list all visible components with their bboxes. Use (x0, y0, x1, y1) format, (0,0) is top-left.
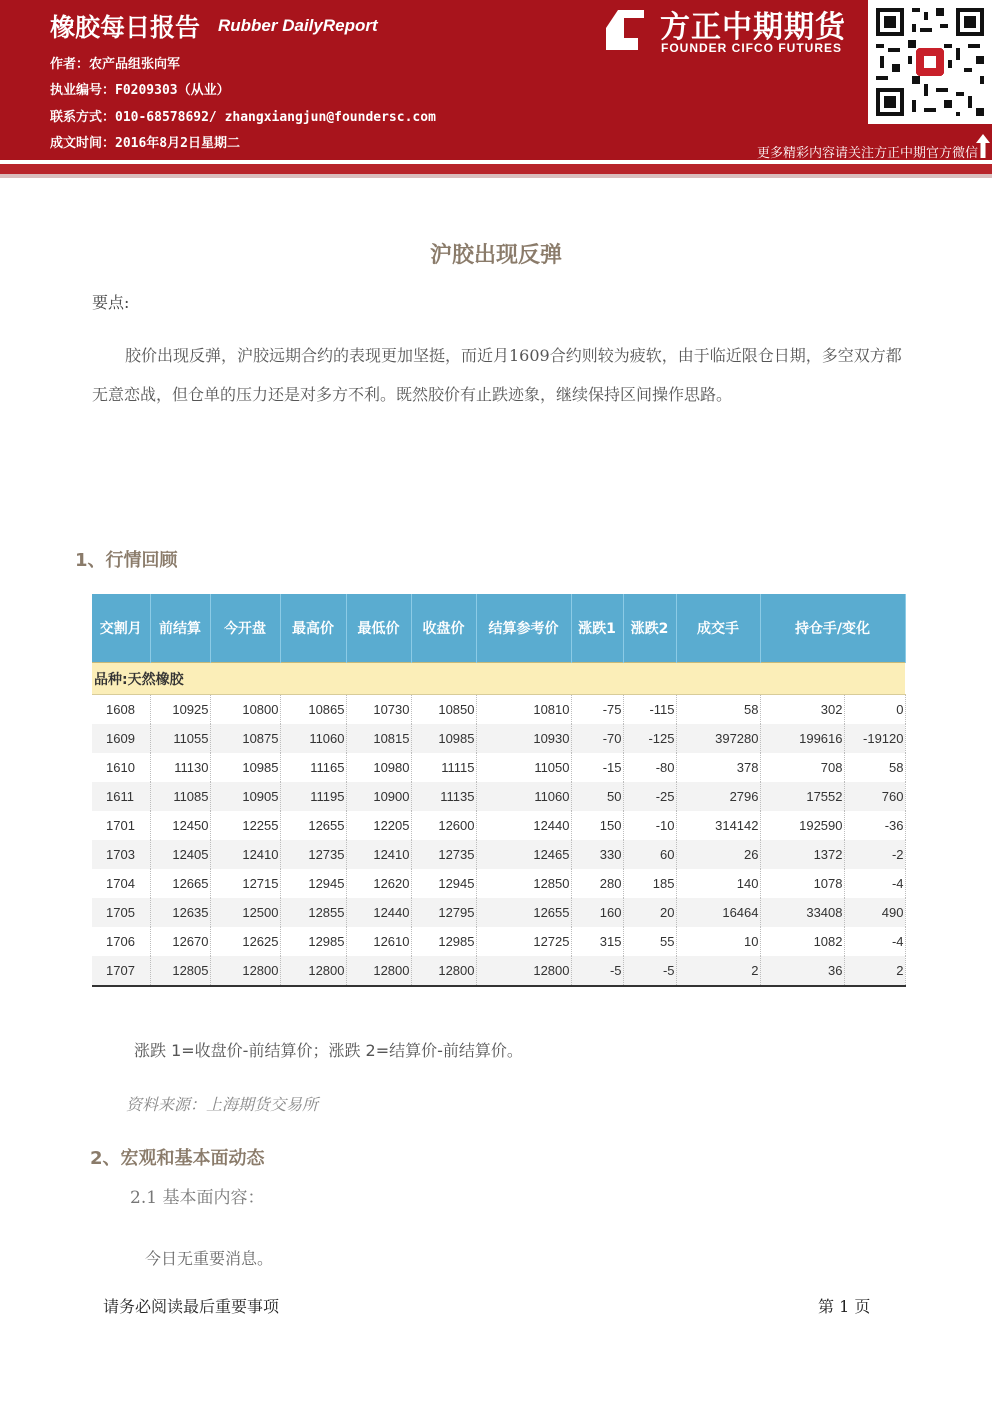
table-row (92, 782, 905, 811)
table-cell: -80 (623, 753, 676, 782)
table-cell: 199616 (760, 724, 844, 753)
table-cell: -10 (623, 811, 676, 840)
table-cell: 1703 (92, 840, 150, 869)
table-cell: 1707 (92, 956, 150, 986)
table-cell: 10905 (210, 782, 280, 811)
column-header: 最高价 (280, 594, 346, 663)
table-cell: 1078 (760, 869, 844, 898)
section-heading-macro: 2、宏观和基本面动态 (90, 1148, 265, 1169)
section-heading-market-review: 1、行情回顾 (75, 550, 178, 571)
column-header: 结算参考价 (476, 594, 571, 663)
table-cell: 12440 (346, 898, 411, 927)
fundamentals-content: 今日无重要消息。 (145, 1249, 274, 1268)
table-row (92, 869, 905, 898)
table-cell: 12450 (150, 811, 210, 840)
variety-label: 品种:天然橡胶 (92, 663, 905, 695)
table-cell: 12405 (150, 840, 210, 869)
table-cell: 1611 (92, 782, 150, 811)
table-cell: 11085 (150, 782, 210, 811)
table-cell: 10815 (346, 724, 411, 753)
table-cell: 58 (676, 695, 760, 725)
table-cell: 12205 (346, 811, 411, 840)
table-cell: 760 (844, 782, 905, 811)
table-row (92, 956, 905, 986)
table-cell: 1706 (92, 927, 150, 956)
founder-logo-icon (604, 8, 646, 52)
header-divider (0, 164, 992, 174)
summary-paragraph: 胶价出现反弹，沪胶远期合约的表现更加坚挺，而近月1609合约则较为疲软，由于临近限仓日期，多空双方都无意恋战，但仓单的压力还是对多方不利。既然胶价有止跌迹象，继续保持区间操作思路。 (92, 346, 902, 404)
company-logo-cn: 方正中期期货 (660, 10, 846, 45)
table-cell: 12670 (150, 927, 210, 956)
subsection-heading-fundamentals: 2.1 基本面内容： (130, 1188, 265, 1208)
table-cell: 12805 (150, 956, 210, 986)
table-cell: 12410 (210, 840, 280, 869)
table-cell: 490 (844, 898, 905, 927)
table-cell: 11165 (280, 753, 346, 782)
table-cell: 12800 (346, 956, 411, 986)
column-header: 收盘价 (411, 594, 476, 663)
table-cell: -4 (844, 869, 905, 898)
key-points-label: 要点: (92, 293, 130, 312)
table-cell: -125 (623, 724, 676, 753)
table-cell: 12500 (210, 898, 280, 927)
table-cell: 140 (676, 869, 760, 898)
table-cell: 58 (844, 753, 905, 782)
table-cell: 10875 (210, 724, 280, 753)
footer-disclaimer-note: 请务必阅读最后重要事项 (103, 1297, 280, 1316)
table-cell: -25 (623, 782, 676, 811)
table-row (92, 840, 905, 869)
table-cell: 12855 (280, 898, 346, 927)
table-cell: 1705 (92, 898, 150, 927)
table-cell: 378 (676, 753, 760, 782)
table-cell: 12985 (411, 927, 476, 956)
table-cell: -36 (844, 811, 905, 840)
table-cell: -5 (571, 956, 623, 986)
column-header: 今开盘 (210, 594, 280, 663)
table-cell: 12620 (346, 869, 411, 898)
table-cell: 10810 (476, 695, 571, 725)
table-cell: 150 (571, 811, 623, 840)
table-cell: -2 (844, 840, 905, 869)
table-cell: 60 (623, 840, 676, 869)
table-cell: 10730 (346, 695, 411, 725)
table-row (92, 695, 905, 725)
column-header: 交割月 (92, 594, 150, 663)
column-header: 成交手 (676, 594, 760, 663)
table-row (92, 753, 905, 782)
column-header: 前结算 (150, 594, 210, 663)
table-cell: -75 (571, 695, 623, 725)
table-cell: 160 (571, 898, 623, 927)
table-cell: 12945 (411, 869, 476, 898)
table-cell: 12800 (210, 956, 280, 986)
table-cell: 36 (760, 956, 844, 986)
table-cell: 33408 (760, 898, 844, 927)
table-cell: -19120 (844, 724, 905, 753)
table-cell: 26 (676, 840, 760, 869)
table-row (92, 724, 905, 753)
table-cell: 1082 (760, 927, 844, 956)
table-cell: 11135 (411, 782, 476, 811)
table-cell: 17552 (760, 782, 844, 811)
column-header: 涨跌1 (571, 594, 623, 663)
table-cell: 10930 (476, 724, 571, 753)
table-cell: 12795 (411, 898, 476, 927)
table-cell: 330 (571, 840, 623, 869)
table-cell: 708 (760, 753, 844, 782)
table-cell: -70 (571, 724, 623, 753)
table-cell: 12655 (476, 898, 571, 927)
table-cell: -5 (623, 956, 676, 986)
table-row (92, 811, 905, 840)
license-line: 执业编号：F0209303（从业） (50, 83, 230, 98)
arrow-up-icon (976, 134, 990, 158)
table-cell: 10985 (411, 724, 476, 753)
table-header-row (92, 594, 905, 663)
table-cell: 397280 (676, 724, 760, 753)
table-cell: 1704 (92, 869, 150, 898)
table-cell: 11195 (280, 782, 346, 811)
wechat-qr-code-icon[interactable] (868, 0, 992, 124)
table-cell: 12800 (476, 956, 571, 986)
table-body (92, 663, 905, 987)
header-divider-shadow (0, 174, 992, 178)
futures-quote-table (92, 594, 906, 987)
table-cell: 10985 (210, 753, 280, 782)
author-line: 作者：农产品组张向军 (50, 57, 181, 72)
report-header (0, 0, 992, 160)
table-cell: 12600 (411, 811, 476, 840)
table-cell: 1609 (92, 724, 150, 753)
table-cell: 12985 (280, 927, 346, 956)
table-cell: 11055 (150, 724, 210, 753)
column-header: 持仓手/变化 (760, 594, 905, 663)
table-cell: -115 (623, 695, 676, 725)
table-cell: 2796 (676, 782, 760, 811)
wechat-follow-note: 更多精彩内容请关注方正中期官方微信 (756, 146, 978, 161)
table-cell: 10 (676, 927, 760, 956)
report-title-en: Rubber DailyReport (218, 16, 378, 35)
table-cell: 12255 (210, 811, 280, 840)
table-cell: 12465 (476, 840, 571, 869)
table-cell: 12735 (411, 840, 476, 869)
column-header: 最低价 (346, 594, 411, 663)
table-cell: 10850 (411, 695, 476, 725)
table-cell: 10800 (210, 695, 280, 725)
table-row (92, 927, 905, 956)
table-cell: 1610 (92, 753, 150, 782)
table-cell: 12635 (150, 898, 210, 927)
table-cell: 10865 (280, 695, 346, 725)
table-cell: 12715 (210, 869, 280, 898)
table-cell: 12610 (346, 927, 411, 956)
contact-line: 联系方式：010-68578692/ zhangxiangjun@foundersc.com (50, 110, 436, 125)
table-cell: 2 (844, 956, 905, 986)
table-cell: 314142 (676, 811, 760, 840)
table-cell: 11050 (476, 753, 571, 782)
table-cell: 50 (571, 782, 623, 811)
table-cell: 10900 (346, 782, 411, 811)
table-cell: 12440 (476, 811, 571, 840)
document-title: 沪胶出现反弹 (429, 243, 562, 268)
table-cell: 2 (676, 956, 760, 986)
table-cell: 12850 (476, 869, 571, 898)
table-cell: 11115 (411, 753, 476, 782)
company-logo-en: FOUNDER CIFCO FUTURES (661, 41, 842, 55)
table-cell: 12945 (280, 869, 346, 898)
table-cell: -4 (844, 927, 905, 956)
table-cell: 12800 (280, 956, 346, 986)
table-cell: 16464 (676, 898, 760, 927)
table-cell: 315 (571, 927, 623, 956)
table-cell: 1372 (760, 840, 844, 869)
table-cell: 280 (571, 869, 623, 898)
table-cell: 12800 (411, 956, 476, 986)
table-cell: 12655 (280, 811, 346, 840)
column-header: 涨跌2 (623, 594, 676, 663)
table-cell: 12725 (476, 927, 571, 956)
table-cell: 0 (844, 695, 905, 725)
table-cell: 12410 (346, 840, 411, 869)
table-cell: 55 (623, 927, 676, 956)
table-cell: 302 (760, 695, 844, 725)
table-cell: 1608 (92, 695, 150, 725)
report-title-cn: 橡胶每日报告 (50, 13, 201, 42)
table-cell: 10980 (346, 753, 411, 782)
table-cell: 1701 (92, 811, 150, 840)
table-cell: -15 (571, 753, 623, 782)
table-cell: 192590 (760, 811, 844, 840)
table-cell: 11130 (150, 753, 210, 782)
table-row (92, 898, 905, 927)
table-cell: 10925 (150, 695, 210, 725)
table-cell: 12735 (280, 840, 346, 869)
table-cell: 11060 (280, 724, 346, 753)
footer-page-number: 第 1 页 (818, 1297, 871, 1316)
change-definition-note: 涨跌 1=收盘价-前结算价；涨跌 2=结算价-前结算价。 (134, 1041, 523, 1060)
date-line: 成文时间：2016年8月2日星期二 (50, 136, 240, 151)
table-cell: 12625 (210, 927, 280, 956)
table-cell: 11060 (476, 782, 571, 811)
table-cell: 185 (623, 869, 676, 898)
table-cell: 12665 (150, 869, 210, 898)
variety-row (92, 663, 905, 695)
data-source: 资料来源：上海期货交易所 (126, 1095, 319, 1114)
table-cell: 20 (623, 898, 676, 927)
